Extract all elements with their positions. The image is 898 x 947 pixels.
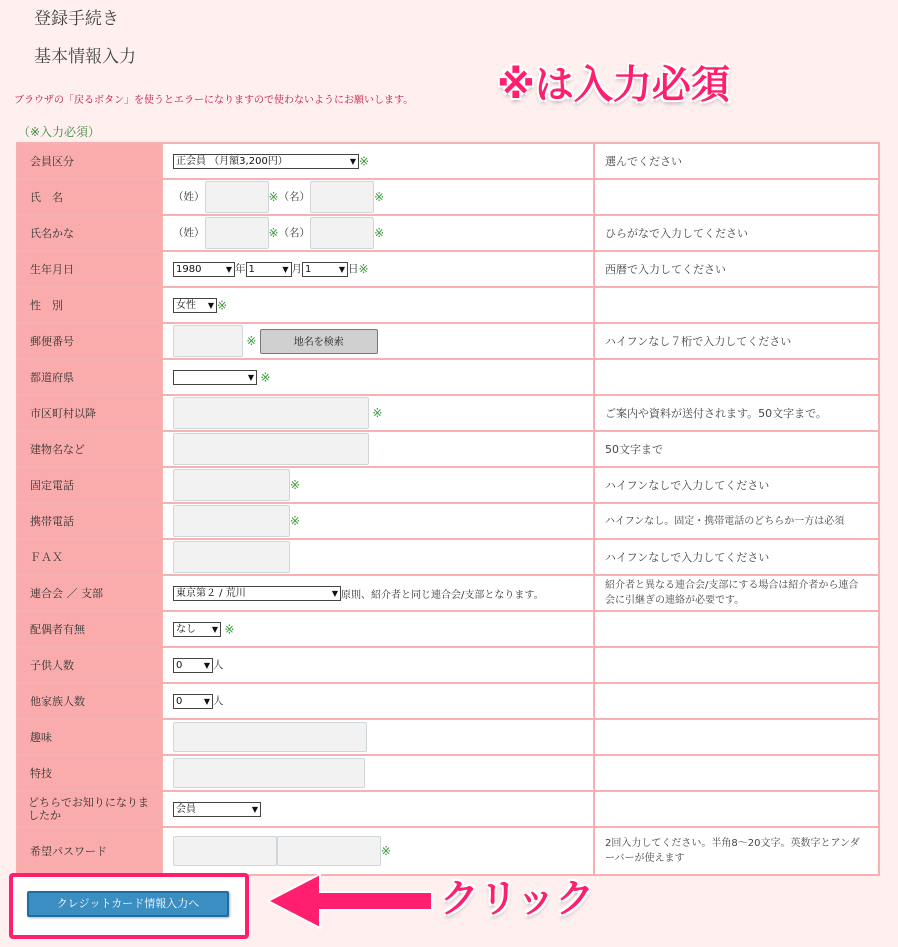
label-prefecture: 都道府県	[17, 359, 162, 395]
label-family: 他家族人数	[17, 683, 162, 719]
label-member-type: 会員区分	[17, 143, 162, 179]
row-birthday	[17, 251, 879, 287]
credit-card-next-button[interactable]: クレジットカード情報入力へ	[27, 891, 229, 917]
day-unit: 日	[348, 263, 359, 276]
fax-input[interactable]	[173, 541, 290, 573]
surname-kana-input[interactable]	[205, 217, 269, 249]
people-unit: 人	[213, 659, 224, 672]
hint-referral	[594, 791, 879, 827]
required-mark: ※	[224, 622, 235, 636]
label-name: 氏 名	[17, 179, 162, 215]
gender-select[interactable]: 女性 ▼	[173, 298, 217, 313]
arrow-left-icon	[262, 868, 437, 934]
required-callout: ※は入力必須	[497, 63, 730, 108]
postal-code-input[interactable]	[173, 325, 243, 357]
given-label: （名）	[278, 227, 311, 239]
mobile-input[interactable]	[173, 505, 290, 537]
hint-hobby	[594, 719, 879, 755]
given-kana-input[interactable]	[310, 217, 374, 249]
required-mark: ※	[372, 406, 383, 420]
required-mark: ※	[260, 370, 271, 384]
people-unit: 人	[213, 695, 224, 708]
required-mark: ※	[268, 190, 279, 204]
row-postal	[17, 323, 879, 359]
required-mark: ※	[290, 514, 301, 528]
hint-kana: ひらがなで入力してください	[594, 215, 879, 251]
row-family	[17, 683, 879, 719]
hint-children	[594, 647, 879, 683]
label-skill: 特技	[17, 755, 162, 791]
referral-select[interactable]: 会員 ▼	[173, 802, 261, 817]
row-city	[17, 395, 879, 431]
hint-name	[594, 179, 879, 215]
hint-city: ご案内や資料が送付されます。50文字まで。	[594, 395, 879, 431]
hint-fax: ハイフンなしで入力してください	[594, 539, 879, 575]
birth-month-select[interactable]: 1 ▼	[246, 262, 292, 277]
hobby-input[interactable]	[173, 722, 367, 752]
row-fax	[17, 539, 879, 575]
phone-input[interactable]	[173, 469, 290, 501]
back-button-notice: ブラウザの「戻るボタン」を使うとエラーになりますので使わないようにお願いします。	[14, 95, 414, 106]
children-select[interactable]: 0 ▼	[173, 658, 213, 673]
birth-day-select[interactable]: 1 ▼	[302, 262, 348, 277]
hint-postal: ハイフンなし７桁で入力してください	[594, 323, 879, 359]
label-mobile: 携帯電話	[17, 503, 162, 539]
label-birthday: 生年月日	[17, 251, 162, 287]
label-fax: ＦＡＸ	[17, 539, 162, 575]
required-mark: ※	[359, 154, 370, 168]
required-mark: ※	[381, 844, 392, 858]
surname-label: （姓）	[173, 227, 205, 239]
label-gender: 性 別	[17, 287, 162, 323]
row-gender	[17, 287, 879, 323]
row-spouse	[17, 611, 879, 647]
given-name-input[interactable]	[310, 181, 374, 213]
year-unit: 年	[235, 263, 246, 276]
label-kana: 氏名かな	[17, 215, 162, 251]
required-mark: ※	[217, 298, 228, 312]
birth-year-select[interactable]: 1980 ▼	[173, 262, 235, 277]
member-type-select[interactable]: 正会員 （月額3,200円） ▼	[173, 154, 359, 169]
hint-gender	[594, 287, 879, 323]
branch-note: 原則、紹介者と同じ連合会/支部となります。	[341, 589, 544, 601]
prefecture-select[interactable]	[173, 370, 257, 385]
surname-label: （姓）	[173, 191, 205, 203]
hint-spouse	[594, 611, 879, 647]
city-input[interactable]	[173, 397, 369, 429]
hint-prefecture	[594, 359, 879, 395]
month-unit: 月	[291, 263, 302, 276]
label-city: 市区町村以降	[17, 395, 162, 431]
password-input[interactable]	[173, 836, 277, 866]
surname-input[interactable]	[205, 181, 269, 213]
row-phone	[17, 467, 879, 503]
page-title: 基本情報入力	[34, 47, 136, 67]
given-label: （名）	[278, 191, 311, 203]
address-search-button[interactable]: 地名を検索	[260, 329, 378, 354]
hint-password: 2回入力してください。半角8～20文字。英数字とアンダーバーが使えます	[594, 827, 879, 875]
label-postal: 郵便番号	[17, 323, 162, 359]
hint-mobile: ハイフンなし。固定・携帯電話のどちらか一方は必須	[594, 503, 879, 539]
row-hobby	[17, 719, 879, 755]
required-mark: ※	[374, 190, 385, 204]
row-name	[17, 179, 879, 215]
spouse-select[interactable]: なし ▼	[173, 622, 221, 637]
label-children: 子供人数	[17, 647, 162, 683]
click-callout: クリック	[440, 877, 595, 922]
hint-branch: 紹介者と異なる連合会/支部にする場合は紹介者から連合会に引継ぎの連絡が必要です。	[594, 575, 879, 611]
row-prefecture	[17, 359, 879, 395]
family-select[interactable]: 0 ▼	[173, 694, 213, 709]
label-building: 建物名など	[17, 431, 162, 467]
password-confirm-input[interactable]	[277, 836, 381, 866]
label-hobby: 趣味	[17, 719, 162, 755]
row-referral	[17, 791, 879, 827]
row-children	[17, 647, 879, 683]
required-note: （※入力必須）	[18, 125, 101, 139]
label-password: 希望パスワード	[17, 827, 162, 875]
row-branch	[17, 575, 879, 611]
row-member-type	[17, 143, 879, 179]
required-mark: ※	[268, 226, 279, 240]
submit-highlight	[9, 873, 249, 939]
label-spouse: 配偶者有無	[17, 611, 162, 647]
row-building	[17, 431, 879, 467]
row-kana	[17, 215, 879, 251]
hint-member-type: 選んでください	[594, 143, 879, 179]
branch-select[interactable]: 東京第２ / 荒川 ▼	[173, 586, 341, 601]
registration-form	[16, 142, 880, 876]
hint-family	[594, 683, 879, 719]
label-branch: 連合会 ／ 支部	[17, 575, 162, 611]
label-referral: どちらでお知りになりましたか	[17, 791, 162, 827]
label-phone: 固定電話	[17, 467, 162, 503]
required-mark: ※	[246, 334, 257, 348]
required-mark: ※	[358, 262, 369, 277]
required-mark: ※	[290, 478, 301, 492]
building-input[interactable]	[173, 433, 369, 465]
step-title: 登録手続き	[34, 9, 119, 29]
hint-building: 50文字まで	[594, 431, 879, 467]
hint-birthday: 西暦で入力してください	[594, 251, 879, 287]
row-mobile	[17, 503, 879, 539]
hint-phone: ハイフンなしで入力してください	[594, 467, 879, 503]
hint-skill	[594, 755, 879, 791]
required-mark: ※	[374, 226, 385, 240]
row-skill	[17, 755, 879, 791]
skill-input[interactable]	[173, 758, 365, 788]
